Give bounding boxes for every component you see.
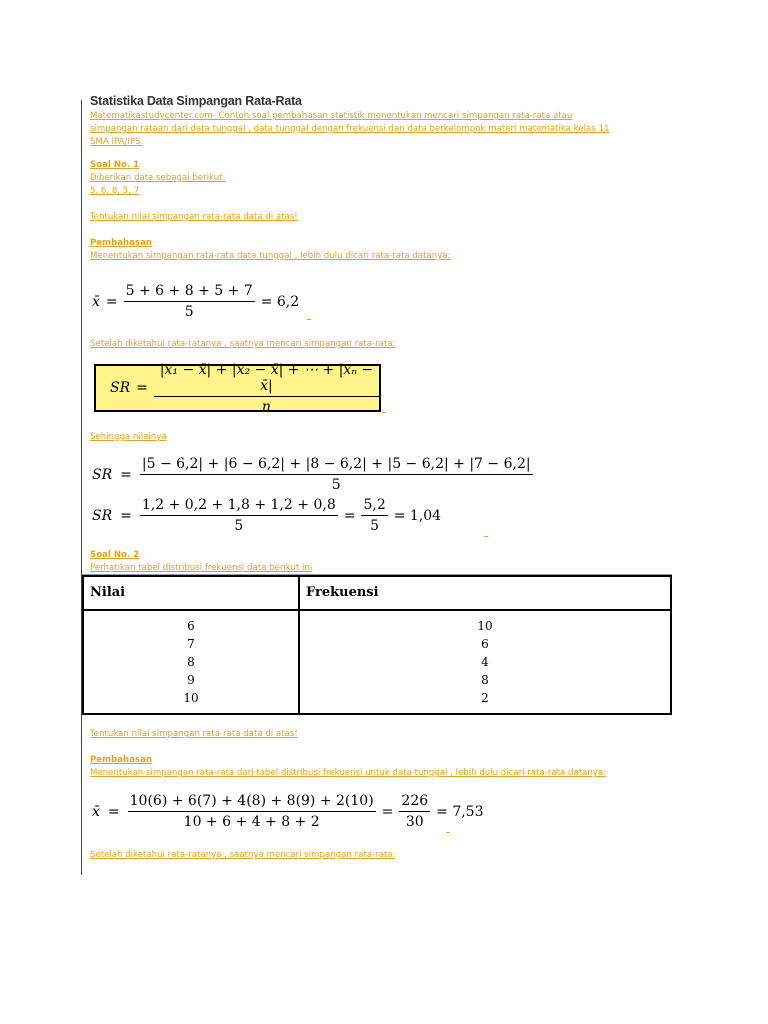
table-cell: 6 xyxy=(481,637,489,651)
mean-denominator: 5 xyxy=(184,304,194,320)
table-cell: 8 xyxy=(187,655,195,669)
table-body-row xyxy=(84,611,670,713)
equals-sign: = xyxy=(120,466,132,483)
soal1-pembahasan[interactable]: Pembahasan xyxy=(90,238,152,248)
equals-sign: = xyxy=(343,507,356,524)
mean-numerator: 5 + 6 + 8 + 5 + 7 xyxy=(124,283,255,302)
soal2-mean-denominator: 10 + 6 + 4 + 8 + 2 xyxy=(183,814,320,830)
calc1-fraction xyxy=(140,456,533,493)
soal2-mid-fraction xyxy=(399,793,430,830)
soal1-heading[interactable]: Soal No. 1 xyxy=(90,160,140,170)
soal1-data[interactable]: 5, 6, 8, 5, 7 xyxy=(90,186,140,196)
calc2-fraction xyxy=(140,497,338,534)
sr-formula-box xyxy=(94,361,381,415)
sr-denominator: n xyxy=(261,398,271,415)
table-cell: 7 xyxy=(187,637,195,651)
soal2-mean-formula xyxy=(92,793,484,830)
equals-sign: = xyxy=(120,507,132,524)
calc1-denominator: 5 xyxy=(331,477,341,493)
page-title: Statistika Data Simpangan Rata-Rata xyxy=(90,94,302,108)
soal1-given[interactable]: Diberikan data sebagai berikut: xyxy=(90,173,226,183)
calc2-mid-fraction xyxy=(361,497,387,534)
soal2-intro[interactable]: Perhatikan tabel distribusi frekuensi data berikut ini xyxy=(90,563,313,573)
soal1-mean-formula xyxy=(92,283,311,320)
calc2-mid-denominator: 5 xyxy=(370,518,380,534)
soal1-step3[interactable]: Sehingga nilainya xyxy=(90,432,167,442)
equals-sign: = xyxy=(381,803,394,820)
table-header-nilai: Nilai xyxy=(84,577,300,609)
table-cell: 10 xyxy=(477,619,493,633)
soal2-step2[interactable]: Setelah diketahui rata-ratanya , saatnya mencari simpangan rata-rata: xyxy=(90,850,396,860)
calc2-denominator: 5 xyxy=(234,518,244,534)
table-cell: 4 xyxy=(481,655,489,669)
intro-line-3[interactable]: SMA IPA/IPS. xyxy=(90,137,144,147)
underline-mark xyxy=(307,318,311,320)
soal2-mid-numerator: 226 xyxy=(399,793,430,812)
equals-sign: = xyxy=(136,380,148,396)
xbar-symbol: x̄ xyxy=(92,803,100,820)
mean-fraction xyxy=(124,283,255,320)
soal1-step2[interactable]: Setelah diketahui rata-ratanya , saatnya mencari simpangan rata-rata: xyxy=(90,339,396,349)
soal2-mean-fraction xyxy=(128,793,376,830)
equals-sign: = xyxy=(105,293,118,310)
soal1-step1[interactable]: Menentukan simpangan rata-rata data tunggal , lebih dulu dicari rata-rata datanya: xyxy=(90,251,451,261)
xbar-symbol: x̄ xyxy=(92,293,100,310)
soal1-calc2 xyxy=(92,497,441,534)
mean-result: = 6,2 xyxy=(260,293,300,310)
soal2-mean-result: = 7,53 xyxy=(436,803,484,820)
soal1-question[interactable]: Tentukan nilai simpangan rata-rata data di atas! xyxy=(90,212,298,222)
calc2-mid-numerator: 5,2 xyxy=(361,497,387,516)
sr-fraction xyxy=(154,362,379,415)
table-cell: 2 xyxy=(481,691,489,705)
left-border-line xyxy=(81,100,82,875)
calc1-numerator: |5 − 6,2| + |6 − 6,2| + |8 − 6,2| + |5 − 6,2| + |7 − 6,2| xyxy=(140,456,533,475)
underline-mark xyxy=(484,535,488,537)
underline-mark xyxy=(446,831,450,833)
sr-symbol: SR xyxy=(92,507,113,524)
table-cell: 9 xyxy=(187,673,195,687)
sr-numerator: |x₁ − x̄| + |x₂ − x̄| + ⋯ + |xₙ − x̄| xyxy=(154,362,379,397)
calc2-result: = 1,04 xyxy=(393,507,442,524)
intro-line-1[interactable]: Matematikastudycenter.com- Contoh soal pembahasan statistik menentukan mencari simpangan rata-rata atau xyxy=(90,111,573,121)
calc2-numerator: 1,2 + 0,2 + 1,8 + 1,2 + 0,8 xyxy=(140,497,338,516)
intro-line-2[interactable]: simpangan rataan dari data tunggal , data tunggal dengan frekuensi dan data berkelompok materi matematika kelas 11 xyxy=(90,124,610,134)
soal2-mean-numerator: 10(6) + 6(7) + 4(8) + 8(9) + 2(10) xyxy=(128,793,376,812)
sr-symbol: SR xyxy=(110,380,131,396)
nilai-column xyxy=(84,611,300,713)
soal2-mid-denominator: 30 xyxy=(405,814,424,830)
sr-symbol: SR xyxy=(92,466,113,483)
soal2-heading[interactable]: Soal No. 2 xyxy=(90,550,140,560)
frekuensi-column xyxy=(300,611,670,713)
article-content xyxy=(90,94,690,263)
table-header-row xyxy=(84,577,670,611)
table-cell: 8 xyxy=(481,673,489,687)
table-cell: 10 xyxy=(183,691,199,705)
soal2-step1[interactable]: Menentukan simpangan rata-rata dari tabel distribusi frekuensi untuk data tunggal , lebih dulu dicari rata-rata datanya: xyxy=(90,768,607,778)
soal1-calc1 xyxy=(92,456,533,493)
soal2-question[interactable]: Tentukan nilai simpangan rata-rata data di atas! xyxy=(90,729,298,739)
frequency-table xyxy=(82,575,672,715)
equals-sign: = xyxy=(107,803,120,820)
table-cell: 6 xyxy=(187,619,195,633)
soal2-pembahasan[interactable]: Pembahasan xyxy=(90,755,152,765)
underline-mark xyxy=(382,411,386,413)
table-header-frekuensi: Frekuensi xyxy=(306,585,379,600)
